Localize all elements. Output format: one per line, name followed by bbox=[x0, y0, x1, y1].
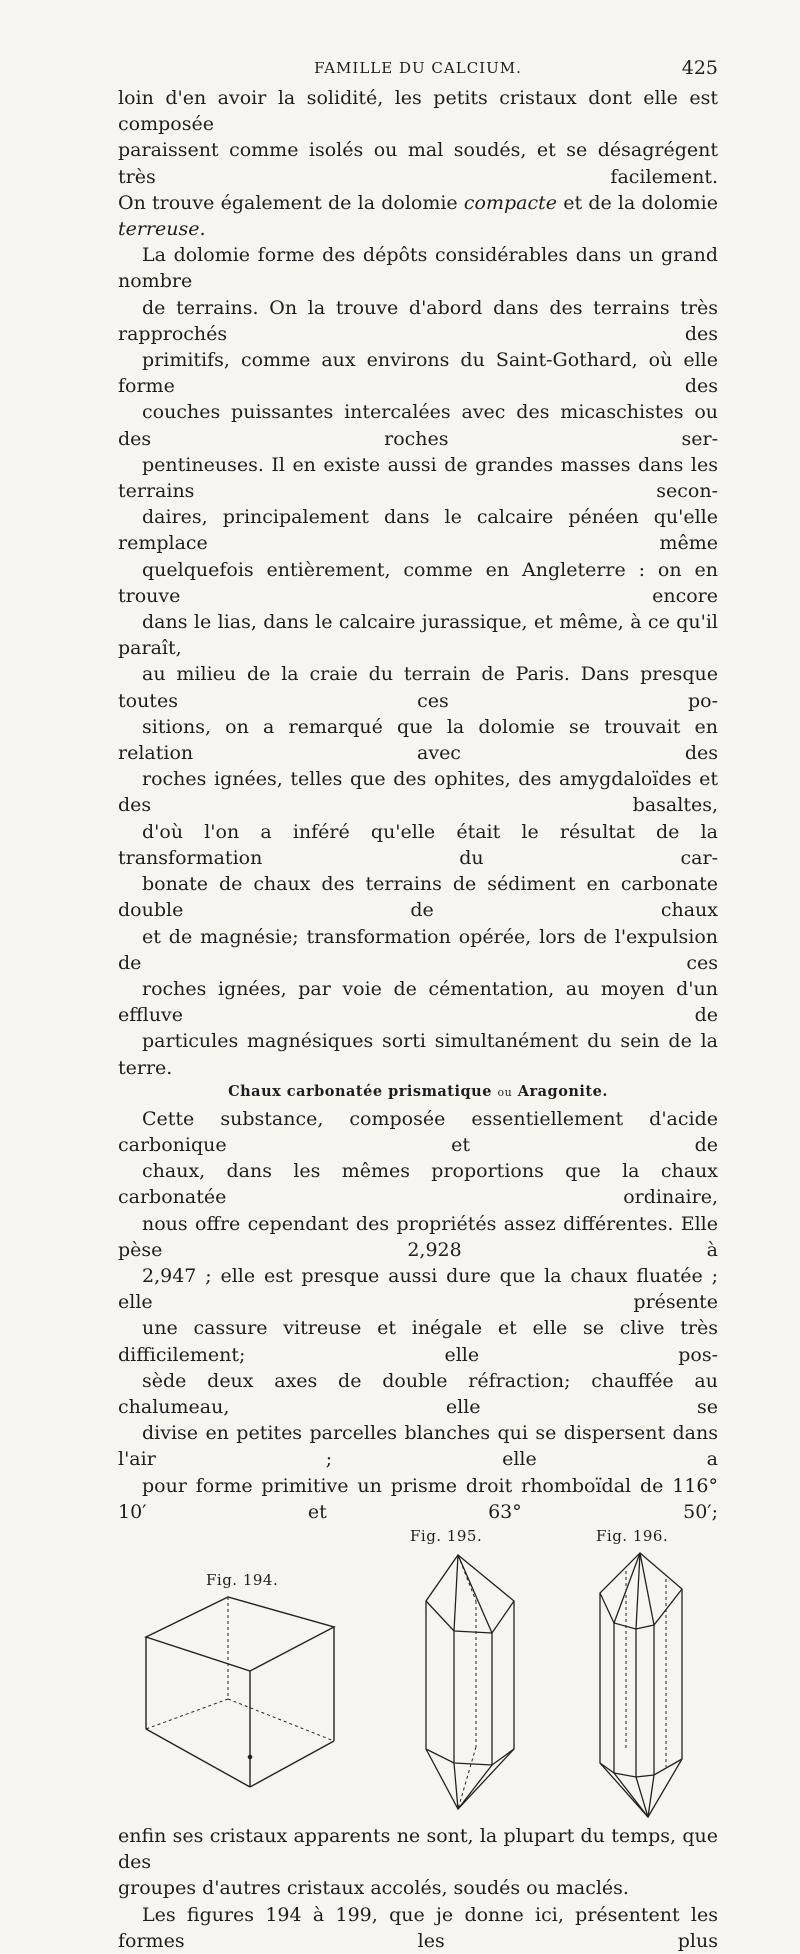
fig-194-caption: Fig. 194. bbox=[206, 1570, 279, 1589]
book-page bbox=[118, 55, 718, 1954]
text-line: divise en petites parcelles blanches qui se dispersent dans l'air ; elle a bbox=[118, 1422, 718, 1471]
italic-term-compact: compacte bbox=[463, 191, 558, 214]
text-line: quelquefois entièrement, comme en Angleterre : on en trouve encore bbox=[118, 558, 718, 607]
text-line: groupes d'autres cristaux accolés, soudés ou maclés. bbox=[118, 1877, 629, 1900]
text-line: loin d'en avoir la solidité, les petits cristaux dont elle est composée bbox=[118, 87, 718, 136]
paragraph-2 bbox=[118, 242, 718, 1081]
paragraph-3 bbox=[118, 1106, 718, 1525]
text-line: couches puissantes intercalées avec des micaschistes ou des roches ser- bbox=[118, 401, 718, 450]
text-line: de terrains. On la trouve d'abord dans des terrains très rapprochés des bbox=[118, 296, 718, 345]
page-number: 425 bbox=[681, 57, 718, 79]
text-line: dans le lias, dans le calcaire jurassique, et même, à ce qu'il paraît, bbox=[118, 611, 718, 660]
text-line: paraissent comme isolés ou mal soudés, et se désagrégent très facilement. bbox=[118, 139, 718, 188]
fig-195-caption: Fig. 195. bbox=[410, 1526, 483, 1545]
paragraph-5 bbox=[118, 1902, 718, 1954]
running-head: FAMILLE DU CALCIUM. bbox=[314, 59, 522, 77]
text-line: roches ignées, telles que des ophites, des amygdaloïdes et des basaltes, bbox=[118, 768, 718, 817]
prism-crystal-drawing-195 bbox=[418, 1549, 538, 1817]
text-line: une cassure vitreuse et inégale et elle se clive très difficilement; elle pos- bbox=[118, 1317, 718, 1366]
text-line: 2,947 ; elle est presque aussi dure que la chaux fluatée ; elle présente bbox=[118, 1264, 718, 1314]
italic-term-earthy: terreuse bbox=[118, 218, 200, 241]
text-line: au milieu de la craie du terrain de Paris. Dans presque toutes ces po- bbox=[118, 663, 718, 712]
fig-196-caption: Fig. 196. bbox=[596, 1526, 669, 1545]
cube-crystal-drawing bbox=[138, 1597, 348, 1797]
figure-plate bbox=[118, 1527, 718, 1823]
prism-crystal-drawing-196 bbox=[596, 1549, 716, 1825]
text-line: La dolomie forme des dépôts considérables dans un grand nombre bbox=[118, 244, 718, 293]
text-line: Les figures 194 à 199, que je donne ici, présentent les formes les plus bbox=[118, 1903, 718, 1952]
text-line: pour forme primitive un prisme droit rhomboïdal de 116° 10′ et 63° 50′; bbox=[118, 1474, 718, 1523]
paragraph-4 bbox=[118, 1823, 718, 1902]
text-line: et de magnésie; transformation opérée, lors de l'expulsion de ces bbox=[118, 925, 718, 974]
text-line: roches ignées, par voie de cémentation, au moyen d'un effluve de bbox=[118, 977, 718, 1027]
text-line: enfin ses cristaux apparents ne sont, la plupart du temps, que des bbox=[118, 1824, 718, 1874]
section-title: Chaux carbonatée prismatique ou Aragonite. bbox=[228, 1082, 608, 1100]
text-line: daires, principalement dans le calcaire pénéen qu'elle remplace même bbox=[118, 506, 718, 555]
text-line: primitifs, comme aux environs du Saint-Gothard, où elle forme des bbox=[118, 349, 718, 398]
text-line: d'où l'on a inféré qu'elle était le résultat de la transformation du car- bbox=[118, 820, 718, 869]
text-line: particules magnésiques sorti simultanément du sein de la terre. bbox=[118, 1030, 718, 1079]
text-line: On trouve également de la dolomie compacte et de la dolomie terreuse. bbox=[118, 191, 719, 241]
text-line: pentineuses. Il en existe aussi de grandes masses dans les terrains secon- bbox=[118, 453, 718, 503]
paragraph-1 bbox=[118, 85, 718, 242]
text-line: bonate de chaux des terrains de sédiment en carbonate double de chaux bbox=[118, 873, 718, 922]
text-line: sitions, on a remarqué que la dolomie se trouvait en relation avec des bbox=[118, 715, 718, 765]
text-line: nous offre cependant des propriétés assez différentes. Elle pèse 2,928 à bbox=[118, 1212, 718, 1261]
text-line: Cette substance, composée essentiellement d'acide carbonique et de bbox=[118, 1107, 718, 1156]
page-header bbox=[118, 55, 718, 85]
text-line: sède deux axes de double réfraction; chauffée au chalumeau, elle se bbox=[118, 1369, 718, 1418]
text-line: chaux, dans les mêmes proportions que la chaux carbonatée ordinaire, bbox=[118, 1160, 718, 1209]
